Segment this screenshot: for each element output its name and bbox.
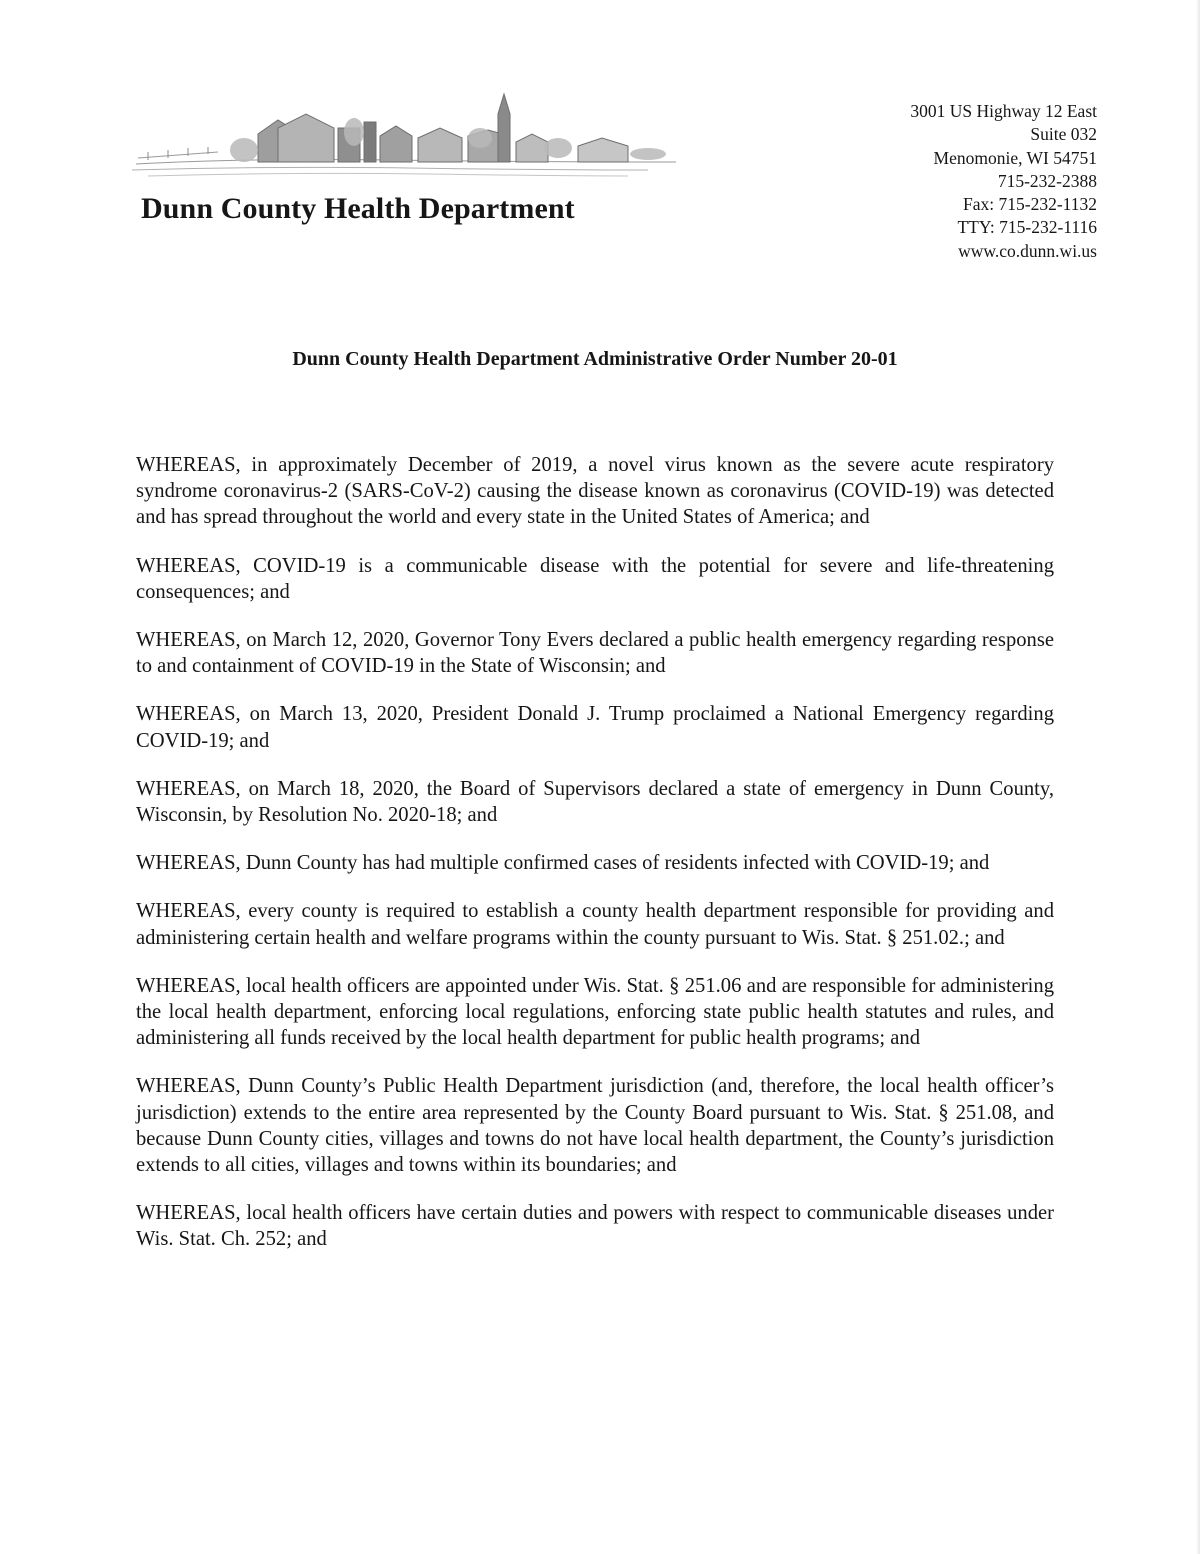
fax-number: Fax: 715-232-1132 bbox=[963, 194, 1097, 215]
whereas-clause: WHEREAS, in approximately December of 2019, a novel virus known as the severe acute respiratory syndrome coronavirus-2 (SARS-CoV-2) causing the disease known as coronavirus (COVID-19) was detected and has spread throughout the world and every state in the United States of America; and bbox=[136, 454, 1054, 529]
suite-number: Suite 032 bbox=[1030, 124, 1097, 145]
website-url: www.co.dunn.wi.us bbox=[958, 240, 1097, 261]
whereas-clause: WHEREAS, on March 12, 2020, Governor Tony Evers declared a public health emergency regarding response to and containment of COVID-19 in the State of Wisconsin; and bbox=[136, 629, 1054, 678]
department-name: Dunn County Health Department bbox=[141, 192, 575, 225]
whereas-clause: WHEREAS, Dunn County’s Public Health Department jurisdiction (and, therefore, the local health officer’s jurisdiction) extends to the entire area represented by the County Board pursuant to Wis. Stat. § 251.08, and because Dunn County cities, villages and towns do not have local health department, the County’s jurisdiction extends to all cities, villages and towns within its boundaries; and bbox=[136, 1075, 1054, 1177]
address-block bbox=[910, 100, 1097, 263]
whereas-clause: WHEREAS, local health officers have certain duties and powers with respect to communicable diseases under Wis. Stat. Ch. 252; and bbox=[136, 1202, 1054, 1251]
whereas-clause: WHEREAS, every county is required to establish a county health department responsible for providing and administering certain health and welfare programs within the county pursuant to Wis. Stat. § 251.02.; and bbox=[136, 900, 1054, 949]
page-edge-shadow bbox=[1196, 0, 1200, 1554]
street-address: 3001 US Highway 12 East bbox=[910, 101, 1097, 121]
tty-number: TTY: 715-232-1116 bbox=[957, 217, 1097, 238]
whereas-clause: WHEREAS, local health officers are appointed under Wis. Stat. § 251.06 and are responsible for administering the local health department, enforcing local regulations, enforcing state public health statutes and rules, and administering all funds received by the local health department for public health programs; and bbox=[136, 974, 1054, 1050]
letterhead-farm-illustration bbox=[128, 92, 680, 184]
whereas-clause: WHEREAS, on March 18, 2020, the Board of Supervisors declared a state of emergency in Dunn County, Wisconsin, by Resolution No. 2020-18; and bbox=[136, 777, 1054, 827]
order-body bbox=[136, 452, 1054, 1275]
whereas-clause: WHEREAS, Dunn County has had multiple confirmed cases of residents infected with COVID-19; and bbox=[136, 852, 990, 875]
city-state-zip: Menomonie, WI 54751 bbox=[933, 147, 1097, 168]
order-title: Dunn County Health Department Administrative Order Number 20-01 bbox=[292, 348, 898, 370]
phone-number: 715-232-2388 bbox=[997, 170, 1097, 191]
whereas-clause: WHEREAS, COVID-19 is a communicable disease with the potential for severe and life-threatening consequences; and bbox=[136, 554, 1054, 603]
whereas-clause: WHEREAS, on March 13, 2020, President Donald J. Trump proclaimed a National Emergency regarding COVID-19; and bbox=[136, 703, 1054, 752]
